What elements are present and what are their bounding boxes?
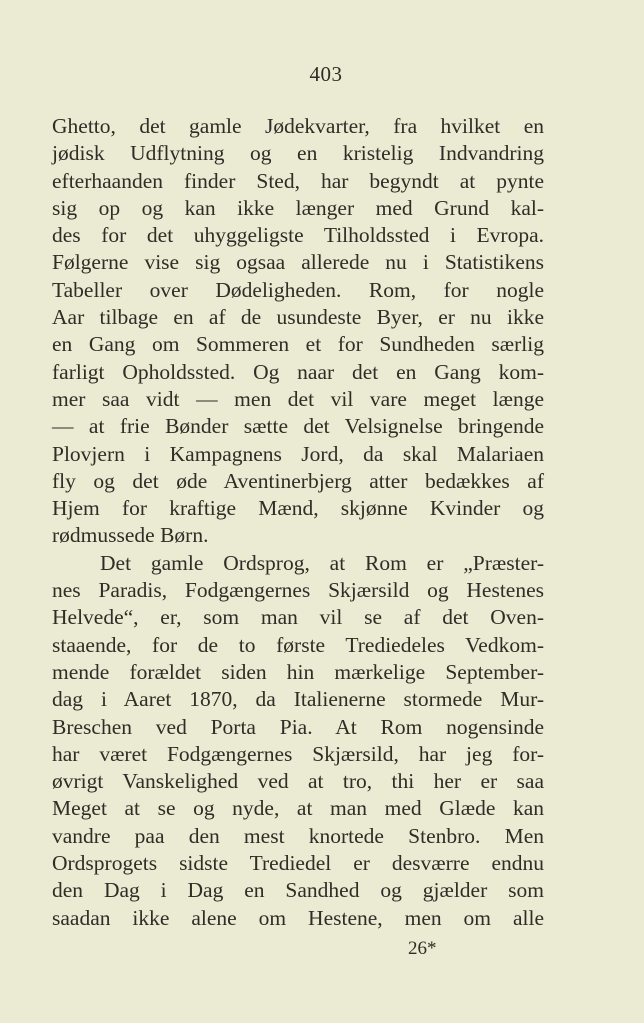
text-line: jødisk Udflytning og en kristelig Indvandring	[52, 141, 544, 166]
body-text	[52, 113, 544, 932]
text-line: Ghetto, det gamle Jødekvarter, fra hvilket en	[52, 114, 544, 138]
text-line: Tabeller over Dødeligheden. Rom, for nogle	[52, 277, 544, 302]
text-line: har været Fodgængernes Skjærsild, har jeg for-	[52, 741, 544, 766]
text-line: des for det uhyggeligste Tilholdssted i Evropa.	[52, 223, 544, 248]
text-line: fly og det øde Aventinerbjerg atter bedækkes af	[52, 468, 544, 493]
text-line: Aar tilbage en af de usundeste Byer, er nu ikke	[52, 305, 544, 330]
text-line: rødmussede Børn.	[52, 523, 209, 548]
text-line: øvrigt Vanskelighed ved at tro, thi her er saa	[52, 769, 544, 794]
text-line: en Gang om Sommeren et for Sundheden særlig	[52, 332, 544, 357]
text-line: sig op og kan ikke længer med Grund kal-	[52, 195, 544, 220]
text-line: mer saa vidt — men det vil vare meget længe	[52, 386, 544, 411]
text-line: staaende, for de to første Trediedeles Vedkom-	[52, 632, 544, 657]
text-line: nes Paradis, Fodgængernes Skjærsild og Hestenes	[52, 578, 544, 603]
text-line: Plovjern i Kampagnens Jord, da skal Malariaen	[52, 441, 544, 466]
text-line: Hjem for kraftige Mænd, skjønne Kvinder og	[52, 496, 544, 521]
text-line: Breschen ved Porta Pia. At Rom nogensinde	[52, 714, 544, 739]
text-line: Følgerne vise sig ogsaa allerede nu i Statistikens	[52, 250, 544, 275]
text-line: Det gamle Ordsprog, at Rom er „Præster-	[100, 550, 544, 575]
text-line: Meget at se og nyde, at man med Glæde kan	[52, 796, 544, 821]
text-line: — at frie Bønder sætte det Velsignelse bringende	[52, 414, 544, 439]
page-number: 403	[309, 62, 343, 86]
text-line: vandre paa den mest knortede Stenbro. Men	[52, 823, 544, 848]
text-line: farligt Opholdssted. Og naar det en Gang kom-	[52, 359, 544, 384]
text-line: Helvede“, er, som man vil se af det Oven-	[52, 605, 544, 630]
text-line: mende forældet siden hin mærkelige September-	[52, 659, 544, 684]
text-line: den Dag i Dag en Sandhed og gjælder som	[52, 878, 544, 903]
text-line: Ordsprogets sidste Trediedel er desværre endnu	[52, 851, 544, 876]
text-line: efterhaanden finder Sted, har begyndt at pynte	[52, 168, 544, 193]
signature-mark: 26*	[408, 938, 437, 959]
text-line: dag i Aaret 1870, da Italienerne stormede Mur-	[52, 687, 544, 712]
text-line: saadan ikke alene om Hestene, men om alle	[52, 905, 544, 930]
